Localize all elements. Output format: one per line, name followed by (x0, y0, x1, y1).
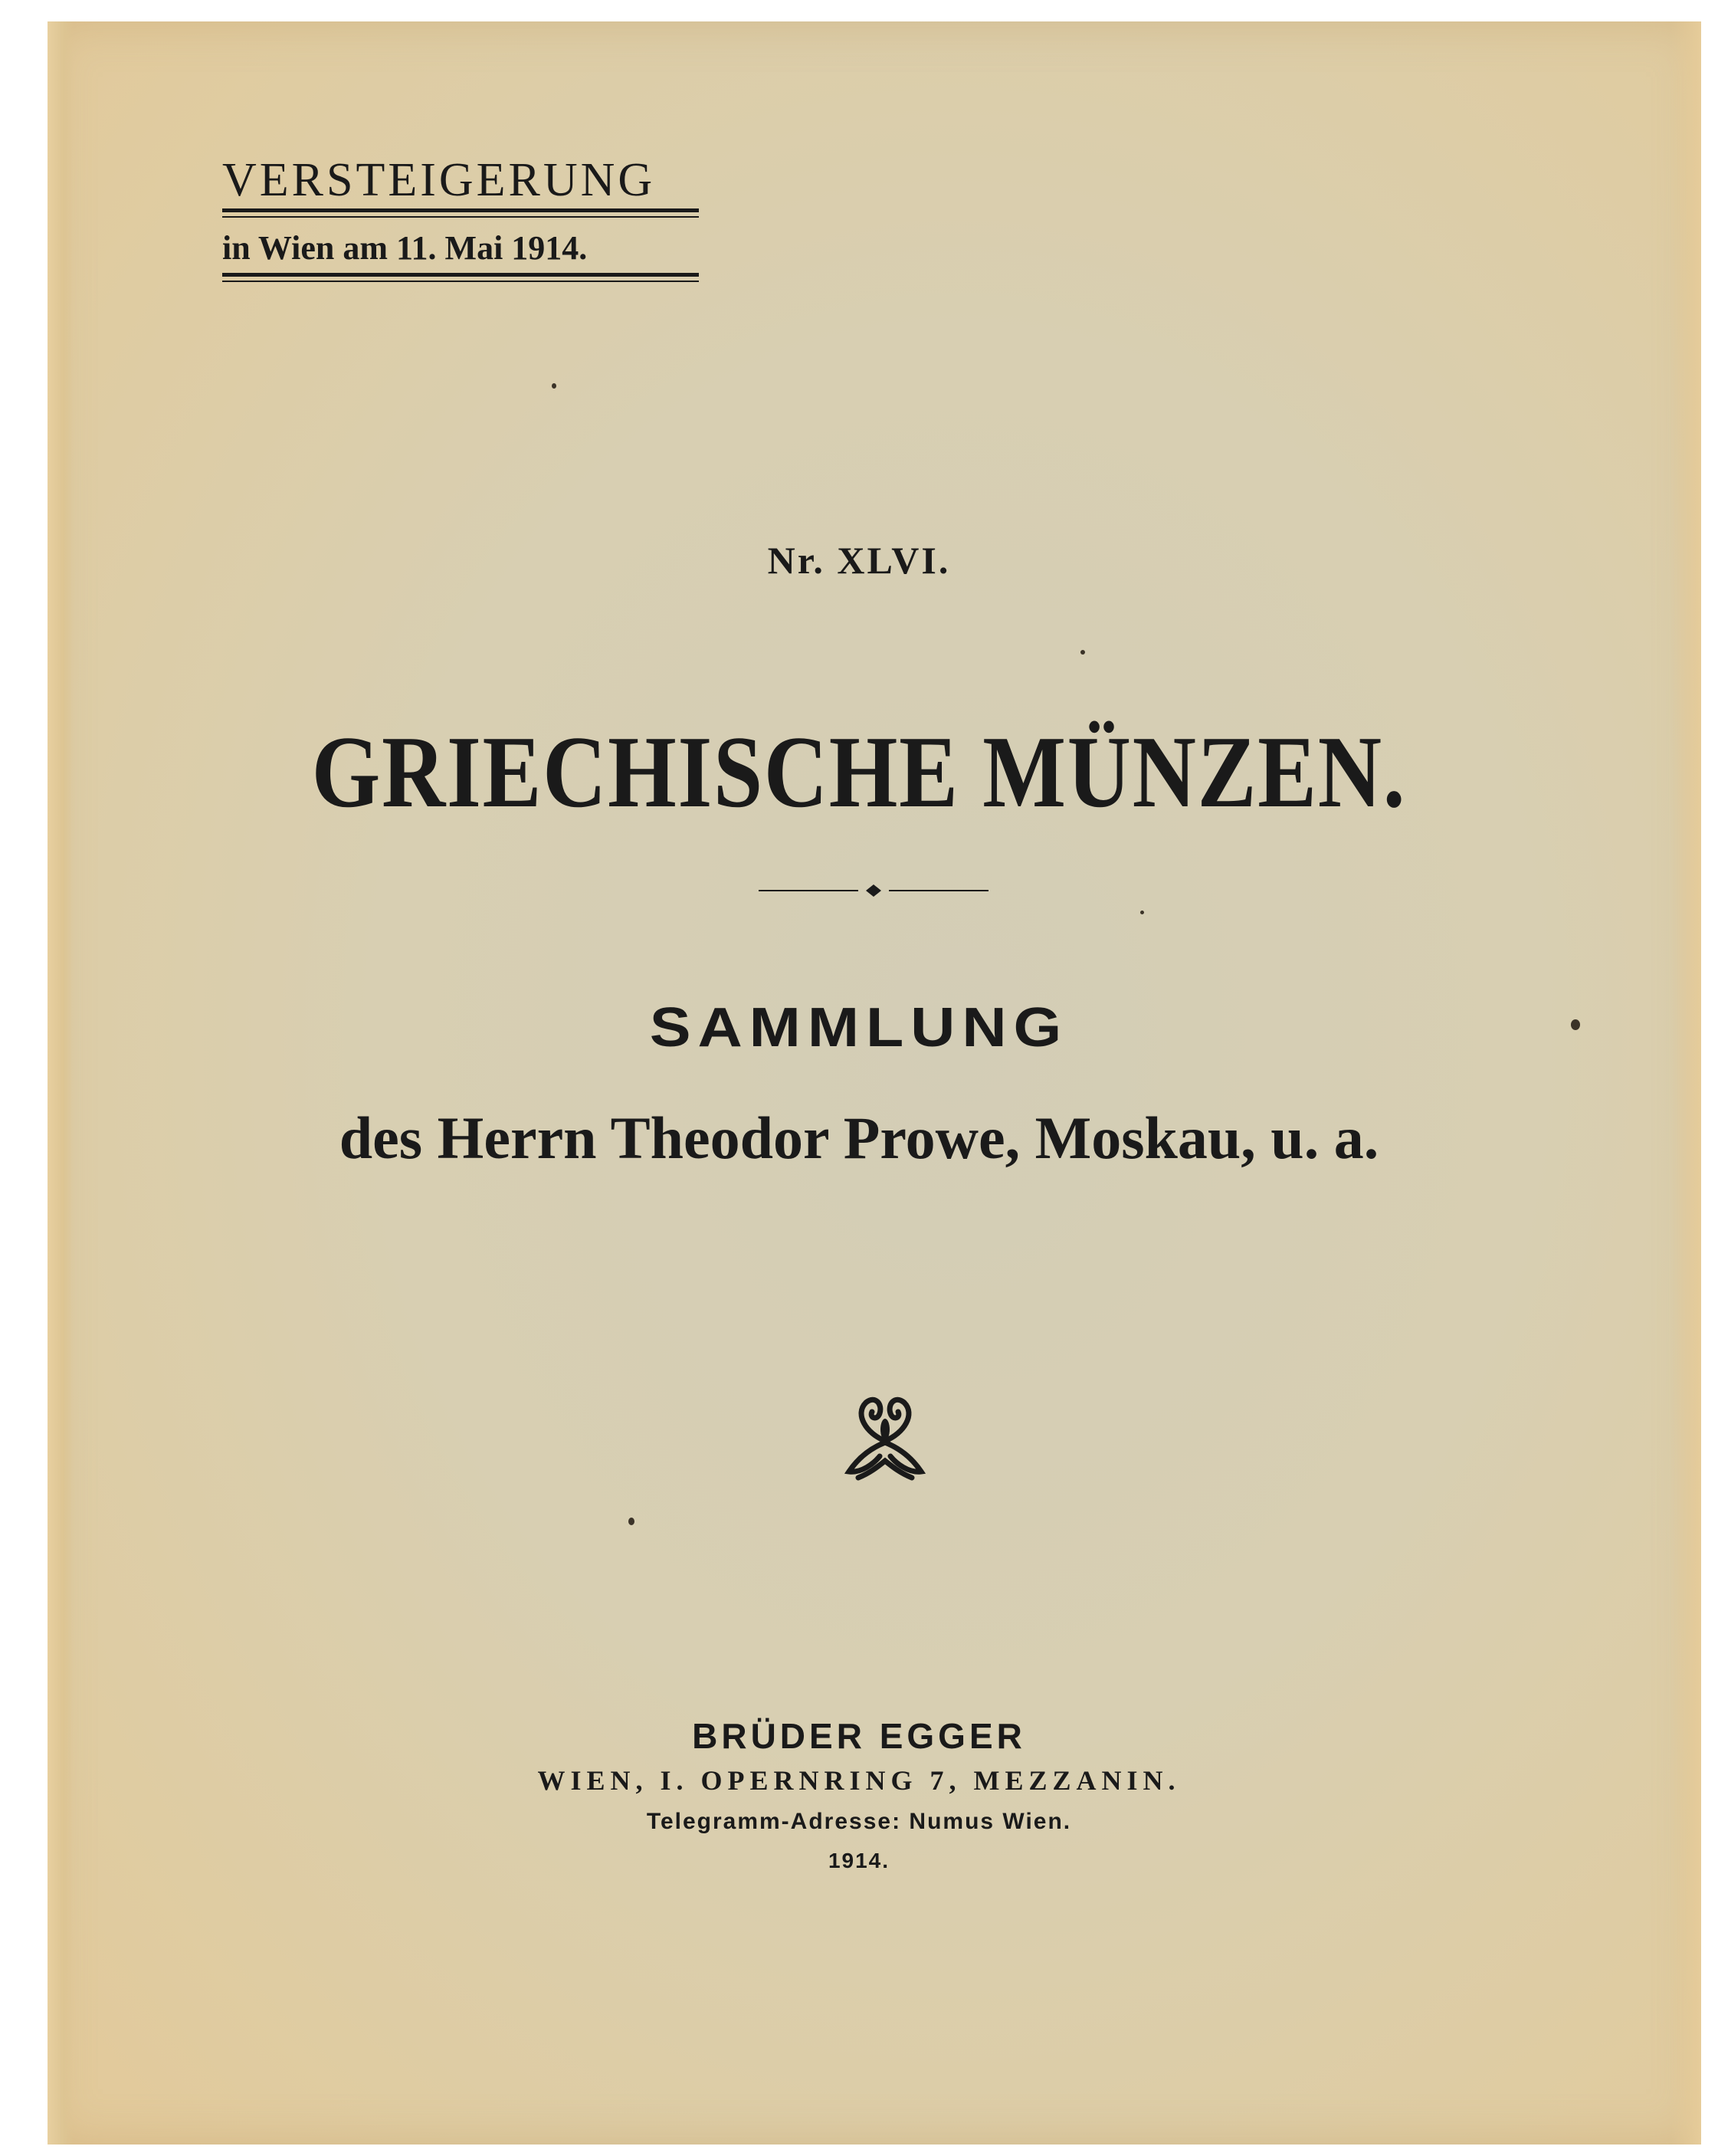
diamond-divider-icon (759, 883, 989, 898)
header-rule-bottom-1 (222, 273, 699, 277)
paper-speck (628, 1518, 634, 1525)
subtitle: SAMMLUNG (649, 997, 1069, 1058)
publisher-address: WIEN, I. OPERNRING 7, MEZZANIN. (537, 1765, 1181, 1796)
page-title: GRIECHISCHE MÜNZEN. (311, 715, 1407, 829)
paper-speck (1140, 911, 1144, 914)
auction-date: in Wien am 11. Mai 1914. (222, 229, 588, 267)
collection-line: des Herrn Theodor Prowe, Moskau, u. a. (339, 1104, 1379, 1171)
header-rule-bottom-2 (222, 281, 699, 282)
header-rule-top-2 (222, 216, 699, 218)
header-rule-top-1 (222, 208, 699, 212)
paper-speck (1080, 650, 1085, 655)
publisher-name: BRÜDER EGGER (692, 1716, 1026, 1756)
paper-speck (1571, 1019, 1580, 1030)
telegram-address: Telegramm-Adresse: Numus Wien. (646, 1809, 1072, 1834)
paper-speck (552, 383, 556, 389)
catalog-number: Nr. XLVI. (767, 539, 951, 582)
publication-year: 1914. (828, 1849, 890, 1872)
floral-ornament-icon (835, 1387, 935, 1487)
auction-label: VERSTEIGERUNG (222, 154, 656, 206)
